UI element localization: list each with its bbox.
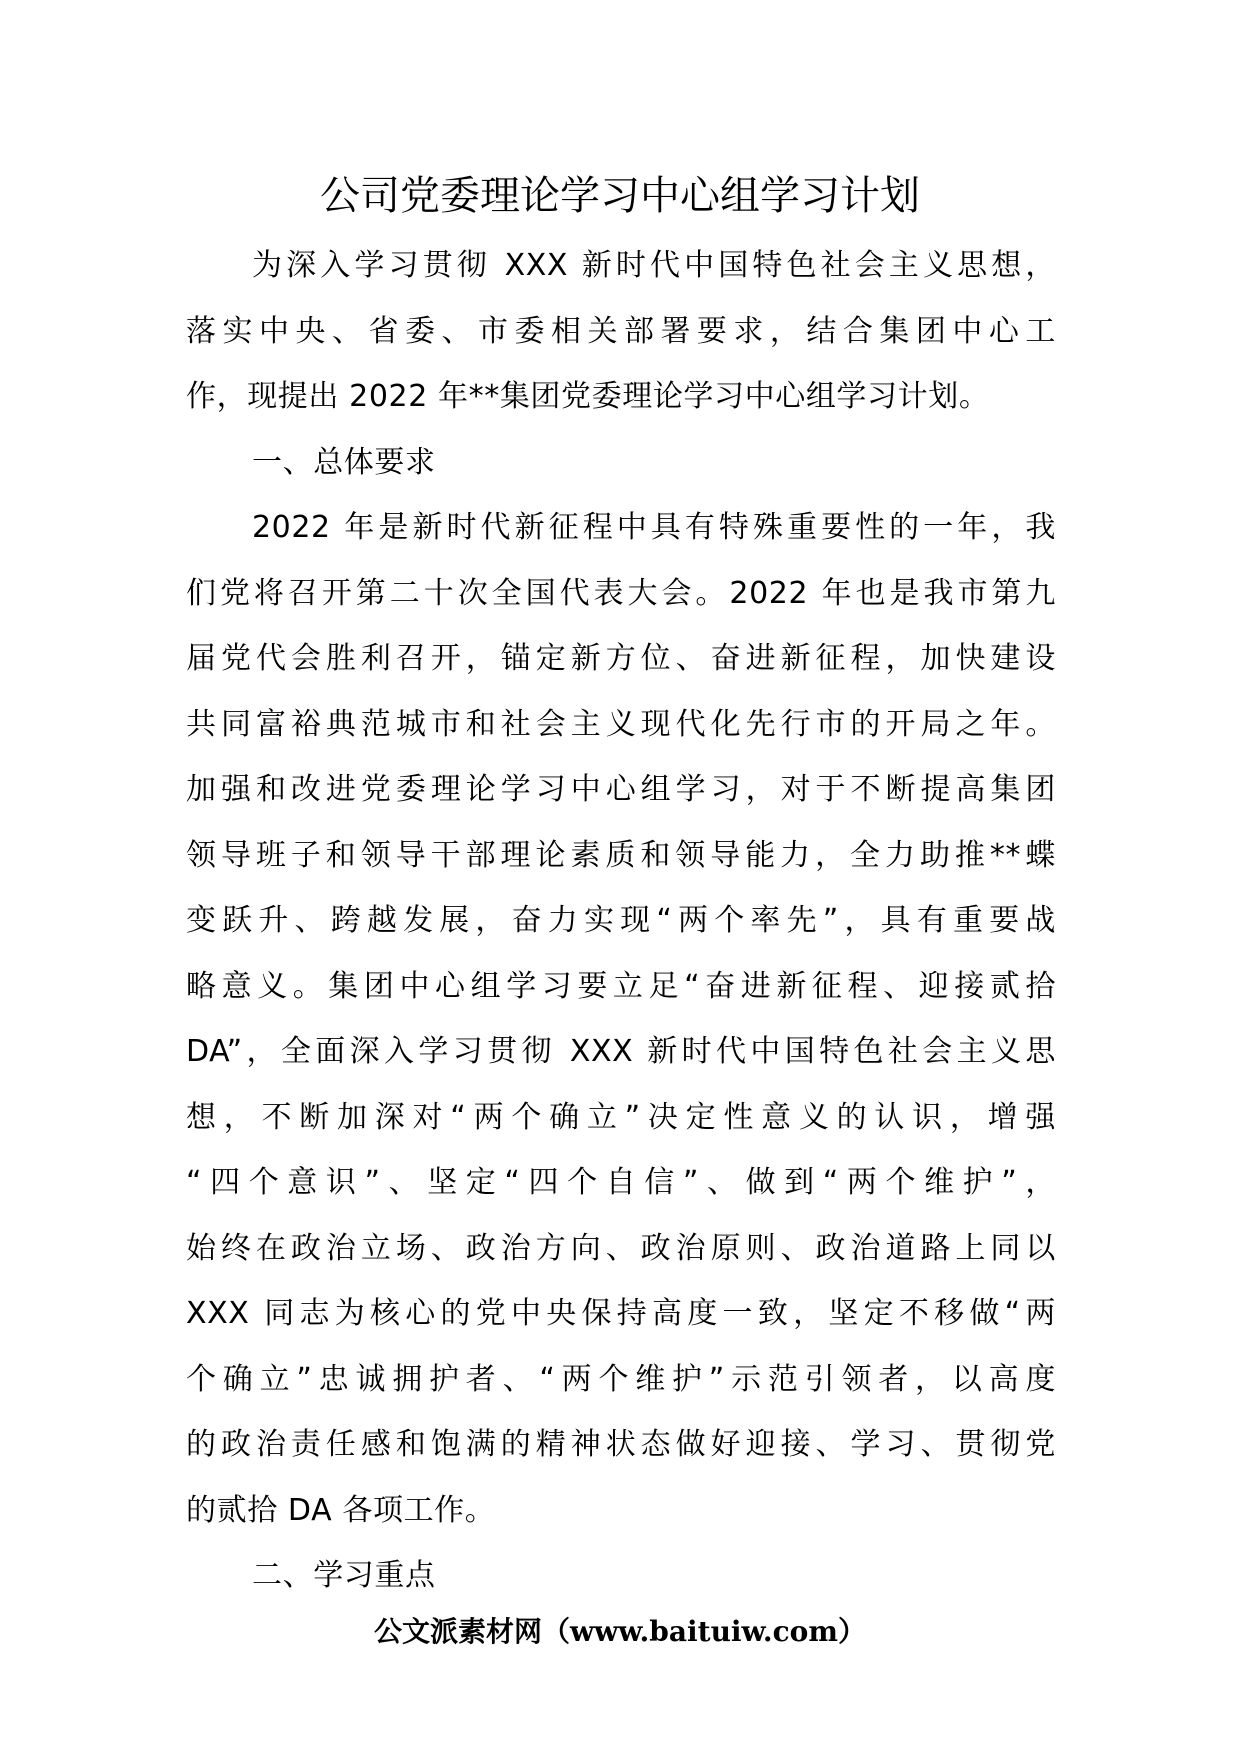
paragraph-line: 始终在政治立场、政治方向、政治原则、政治道路上同以 — [186, 1230, 1056, 1266]
paragraph-line: 落实中央、省委、市委相关部署要求，结合集团中心工 — [186, 313, 1056, 349]
paragraph-line: 届党代会胜利召开，锚定新方位、奋进新征程，加快建设 — [186, 641, 1056, 676]
document-body — [186, 233, 1056, 1609]
paragraph-line: 略意义。集团中心组学习要立足“奋进新征程、迎接贰拾 — [186, 968, 1056, 1004]
paragraph-line: 加强和改进党委理论学习中心组学习，对于不断提高集团 — [186, 772, 1056, 807]
paragraph-line: 2022 年是新时代新征程中具有特殊重要性的一年，我 — [252, 510, 1056, 545]
paragraph-line: 为深入学习贯彻 XXX 新时代中国特色社会主义思想， — [252, 248, 1056, 283]
paragraph-line: XXX 同志为核心的党中央保持高度一致，坚定不移做“两 — [186, 1296, 1056, 1331]
paragraph-line: 的政治责任感和饱满的精神状态做好迎接、学习、贯彻党 — [186, 1427, 1056, 1462]
document-title: 公司党委理论学习中心组学习计划 — [320, 173, 920, 219]
section-heading: 二、学习重点 — [252, 1558, 436, 1593]
paragraph-line: 们党将召开第二十次全国代表大会。2022 年也是我市第九 — [186, 575, 1056, 611]
section-heading: 一、总体要求 — [252, 444, 436, 480]
paragraph-line: 个确立”忠诚拥护者、“两个维护”示范引领者，以高度 — [186, 1361, 1056, 1397]
paragraph-line: 领导班子和领导干部理论素质和领导能力，全力助推**蝶 — [186, 837, 1056, 873]
paragraph-line: 想，不断加深对“两个确立”决定性意义的认识，增强 — [186, 1099, 1056, 1135]
paragraph-line: 共同富裕典范城市和社会主义现代化先行市的开局之年。 — [186, 706, 1056, 742]
paragraph-line: 作，现提出 2022 年**集团党委理论学习中心组学习计划。 — [186, 379, 990, 414]
footer-watermark: 公文派素材网（www.baituiw.com） — [374, 1615, 866, 1648]
paragraph-line: 变跃升、跨越发展，奋力实现“两个率先”，具有重要战 — [186, 903, 1056, 938]
paragraph-line: “四个意识”、坚定“四个自信”、做到“两个维护”， — [186, 1165, 1056, 1200]
paragraph-line: 的贰拾 DA 各项工作。 — [186, 1492, 496, 1528]
paragraph-line: DA”，全面深入学习贯彻 XXX 新时代中国特色社会主义思 — [186, 1034, 1056, 1069]
